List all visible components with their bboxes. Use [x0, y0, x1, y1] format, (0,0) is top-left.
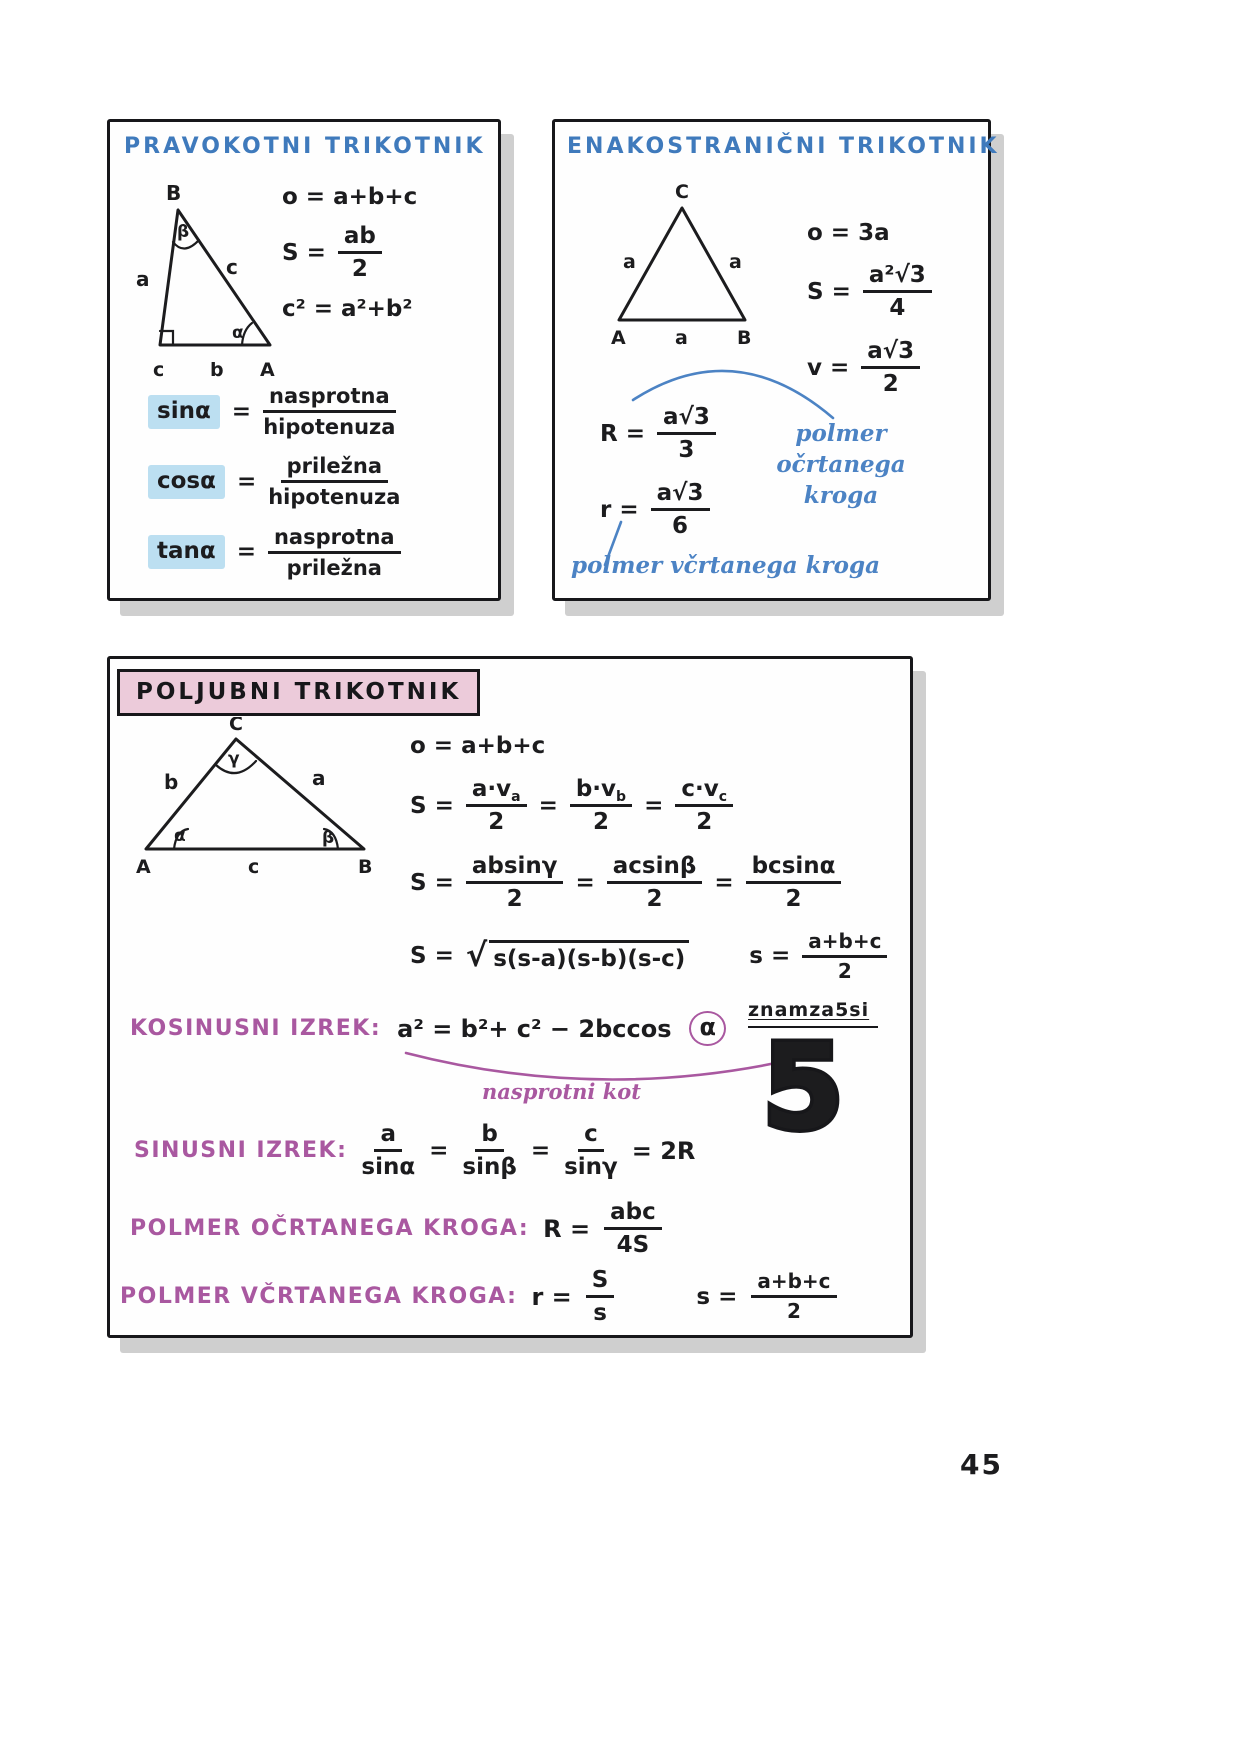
circumradius-row: POLMER OČRTANEGA KROGA: R = $\frac{\text{abc}}{4S}$: [130, 1199, 662, 1259]
bottom-c-label: c: [153, 359, 165, 381]
cos-row: [148, 454, 401, 509]
s-def-fraction: $\frac{a+b+c}{2}$: [802, 930, 887, 983]
frac-a-sin: $\frac{a}{\sin\alpha}$: [361, 1121, 416, 1181]
card-equilateral-triangle: [552, 119, 1000, 601]
angle-beta-label: β: [322, 828, 335, 848]
side-a-label: a: [136, 267, 150, 291]
bottom-a-label: A: [260, 359, 275, 381]
inradius-formula: r = $\frac{a√3}{6}$: [600, 480, 710, 540]
frac-c-sin: $\frac{c}{\sin\gamma}$: [564, 1121, 618, 1181]
pythagora-formula: c² = a²+b²: [282, 295, 413, 322]
inradius-fraction: $\frac{S}{s}$: [586, 1267, 615, 1327]
cosine-rule-label: KOSINUSNI IZREK:: [130, 1016, 382, 1041]
vertex-a-label: A: [611, 327, 626, 349]
frac-a-va: $\frac{a\cdot v_a}{2}$: [466, 776, 527, 836]
angle-beta-label: β: [177, 222, 190, 242]
vertex-b-label: B: [358, 856, 373, 878]
area-sines-formula: S = $\frac{absin\gamma}{2}$ = $\frac{acsin\beta}{2}$ = $\frac{bcsin\alpha}{2}$: [410, 853, 841, 913]
equals-sign: =: [538, 792, 558, 819]
area-fraction: $\frac{ab}{2}$: [338, 223, 382, 283]
angle-alpha-label: α: [232, 323, 244, 343]
right-triangle-formulas: [282, 184, 417, 322]
height-formula: v = $\frac{a√3}{2}$: [807, 338, 920, 398]
angle-gamma-label: γ: [228, 749, 240, 769]
side-right-label: a: [729, 251, 742, 273]
equals-sign: =: [236, 539, 256, 566]
height-fraction: $\frac{a√3}{2}$: [861, 338, 920, 398]
vertex-a-label: A: [136, 856, 151, 878]
side-base-label: c: [248, 856, 260, 878]
equals-sign: =: [429, 1137, 449, 1164]
side-base-label: a: [675, 327, 688, 349]
s-def-lhs: s =: [696, 1283, 738, 1310]
sine-rule-label: SINUSNI IZREK:: [134, 1138, 348, 1164]
side-left-label: a: [623, 251, 636, 273]
scalene-triangle-diagram: [126, 717, 386, 882]
cosine-rule-row: [130, 1011, 726, 1046]
area-heron-formula: S = √ s(s-a)(s-b)(s-c) s = $\frac{a+b+c}{2}$: [410, 930, 887, 983]
page-number: 45: [960, 1448, 1003, 1481]
card-equilateral-title: ENAKOSTRANIČNI TRIKOTNIK: [567, 134, 1000, 159]
side-a-label: a: [312, 766, 326, 790]
perimeter-formula: o = a+b+c: [410, 733, 546, 759]
circumradius-fraction: $\frac{\text{abc}}{4S}$: [604, 1199, 662, 1259]
svg-text:5: 5: [762, 1028, 845, 1146]
bottom-b-label: b: [210, 359, 224, 381]
equals-sign: =: [530, 1137, 551, 1164]
vertex-b-label: B: [166, 181, 182, 205]
s-def-lhs: s =: [749, 943, 791, 970]
sine-rule-rhs: = 2R: [631, 1136, 696, 1165]
tan-lhs: tanα: [148, 535, 225, 569]
equals-sign: =: [644, 792, 664, 819]
equilateral-triangle-diagram: [587, 180, 777, 350]
sin-row: [148, 384, 401, 439]
sin-lhs: sinα: [148, 395, 220, 429]
equilateral-formulas: [807, 220, 932, 398]
inradius-label: POLMER VČRTANEGA KROGA:: [120, 1284, 518, 1310]
cosine-rule-note: nasprotni kot: [482, 1079, 641, 1104]
area-formula: [282, 223, 417, 283]
card-right-triangle-title: PRAVOKOTNI TRIKOTNIK: [124, 134, 486, 159]
area-heights-formula: S = $\frac{a\cdot v_a}{2}$ = $\frac{b\cdot v_b}{2}$ = $\frac{c\cdot v_c}{2}$: [410, 776, 733, 836]
cosine-rule-angle: α: [689, 1011, 726, 1046]
side-c-label: c: [226, 255, 238, 279]
vertex-c-label: C: [229, 717, 243, 735]
area-lhs: S =: [282, 239, 326, 266]
inradius-row: POLMER VČRTANEGA KROGA: r = $\frac{S}{s}$ s = $\frac{a+b+c}{2}$: [120, 1267, 837, 1327]
znamza5si-logo: [748, 999, 878, 1146]
cos-fraction: $\frac{\text{priležna}}{\text{hipotenuza}}$: [268, 454, 401, 510]
side-b-label: b: [164, 770, 179, 794]
vertex-b-label: B: [737, 327, 752, 349]
card-scalene-triangle: [107, 656, 913, 1338]
frac-absin: $\frac{absin\gamma}{2}$: [466, 853, 564, 913]
frac-b-sin: $\frac{b}{\sin\beta}$: [462, 1121, 517, 1181]
angle-alpha-label: α: [174, 826, 186, 846]
trig-ratios: [148, 384, 401, 580]
vertex-c-label: C: [675, 181, 689, 203]
logo-wordmark: znamza5si: [748, 999, 878, 1028]
perimeter-formula: o = a+b+c: [282, 184, 418, 210]
inradius-fraction: $\frac{a√3}{6}$: [651, 480, 710, 540]
sin-fraction: $\frac{\text{nasprotna}}{\text{hipotenuza}}$: [263, 384, 396, 440]
card-right-triangle: [107, 119, 501, 601]
circumradius-label: POLMER OČRTANEGA KROGA:: [130, 1216, 530, 1242]
equals-sign: =: [714, 869, 734, 896]
frac-acsin: $\frac{acsin\beta}{2}$: [607, 853, 703, 913]
circumradius-formula: R = $\frac{a√3}{3}$: [600, 404, 716, 464]
equals-sign: =: [231, 398, 252, 425]
cos-lhs: cosα: [148, 465, 225, 499]
tan-row: [148, 525, 401, 580]
sine-rule-row: [134, 1121, 695, 1181]
heron-radicand: s(s-a)(s-b)(s-c): [489, 940, 689, 972]
area-formula: S = $\frac{\text{a²√3}}{4}$: [807, 262, 932, 322]
frac-c-vc: $\frac{c\cdot v_c}{2}$: [675, 776, 733, 836]
area-fraction: $\frac{\text{a²√3}}{4}$: [863, 262, 932, 322]
frac-bcsin: $\frac{bcsin\alpha}{2}$: [746, 853, 842, 913]
card-scalene-title: POLJUBNI TRIKOTNIK: [117, 669, 480, 716]
circumradius-note: polmer očrtanega kroga: [776, 420, 906, 510]
frac-b-vb: $\frac{b\cdot v_b}{2}$: [570, 776, 632, 836]
right-triangle-diagram: [120, 180, 300, 385]
scalene-area-formulas: [410, 733, 887, 983]
inradius-note: polmer včrtanega kroga: [571, 552, 880, 579]
tan-fraction: $\frac{\text{nasprotna}}{\text{priležna}}$: [268, 525, 401, 580]
logo-numeral-icon: [748, 1028, 878, 1146]
s-def-fraction: $\frac{a+b+c}{2}$: [751, 1270, 836, 1323]
radical-sign: √: [465, 936, 488, 975]
equals-sign: =: [236, 468, 257, 495]
cosine-rule-formula: a² = b²+ c² − 2bccos: [397, 1014, 672, 1043]
perimeter-formula: o = 3a: [807, 220, 890, 246]
circumradius-fraction: $\frac{a√3}{3}$: [657, 404, 716, 464]
equals-sign: =: [575, 869, 595, 896]
